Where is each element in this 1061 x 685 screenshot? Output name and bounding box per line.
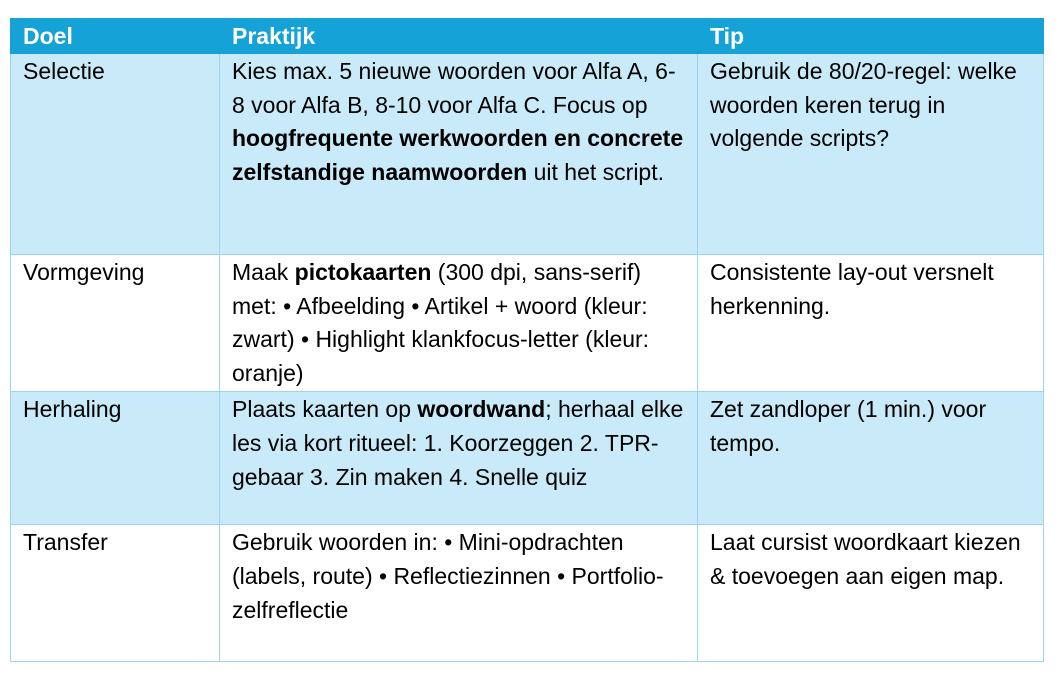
tip-cell: Zet zandloper (1 min.) voor tempo. [698, 392, 1044, 525]
doel-cell: Vormgeving [11, 255, 220, 392]
tip-cell: Gebruik de 80/20-regel: welke woorden keren terug in volgende scripts? [698, 54, 1044, 255]
praktijk-text: ; herhaal elke les via kort ritueel: 1. Koorzeggen 2. TPR-gebaar 3. Zin maken 4. Snelle quiz [232, 396, 684, 490]
praktijk-cell [220, 392, 698, 525]
table-row [11, 54, 1044, 255]
header-tip: Tip [698, 19, 1044, 54]
doel-cell: Selectie [11, 54, 220, 255]
praktijk-cell [220, 255, 698, 392]
praktijk-text: Maak [232, 259, 295, 285]
praktijk-text: Kies max. 5 nieuwe woorden voor Alfa A, 6-8 voor Alfa B, 8-10 voor Alfa C. Focus op [232, 58, 676, 118]
praktijk-text: Plaats kaarten op [232, 396, 418, 423]
praktijk-bold-text: woordwand [417, 396, 546, 423]
tip-cell: Laat cursist woordkaart kiezen & toevoegen aan eigen map. [698, 525, 1044, 662]
table-row [11, 525, 1044, 662]
praktijk-cell [220, 54, 698, 255]
praktijk-bold-text: pictokaarten [294, 259, 432, 285]
praktijk-text: Gebruik woorden in: • Mini-opdrachten (labels, route) • Reflectiezinnen • Portfolio-zelfreflectie [232, 529, 664, 623]
header-praktijk: Praktijk [220, 19, 698, 54]
praktijk-cell [220, 525, 698, 662]
praktijk-bold-text: hoogfrequente werkwoorden en concrete zelfstandige naamwoorden [232, 125, 684, 185]
header-doel: Doel [11, 19, 220, 54]
table-row [11, 392, 1044, 525]
table-row [11, 255, 1044, 392]
strategy-table [10, 18, 1044, 662]
doel-cell: Herhaling [11, 392, 220, 525]
doel-cell: Transfer [11, 525, 220, 662]
tip-cell: Consistente lay-out versnelt herkenning. [698, 255, 1044, 392]
praktijk-text: (300 dpi, sans-serif) met: • Afbeelding • Artikel + woord (kleur: zwart) • Highlight klankfocus-letter (kleur: oranje) [232, 259, 650, 386]
praktijk-text: uit het script. [527, 158, 664, 185]
table-header-row [11, 19, 1044, 54]
